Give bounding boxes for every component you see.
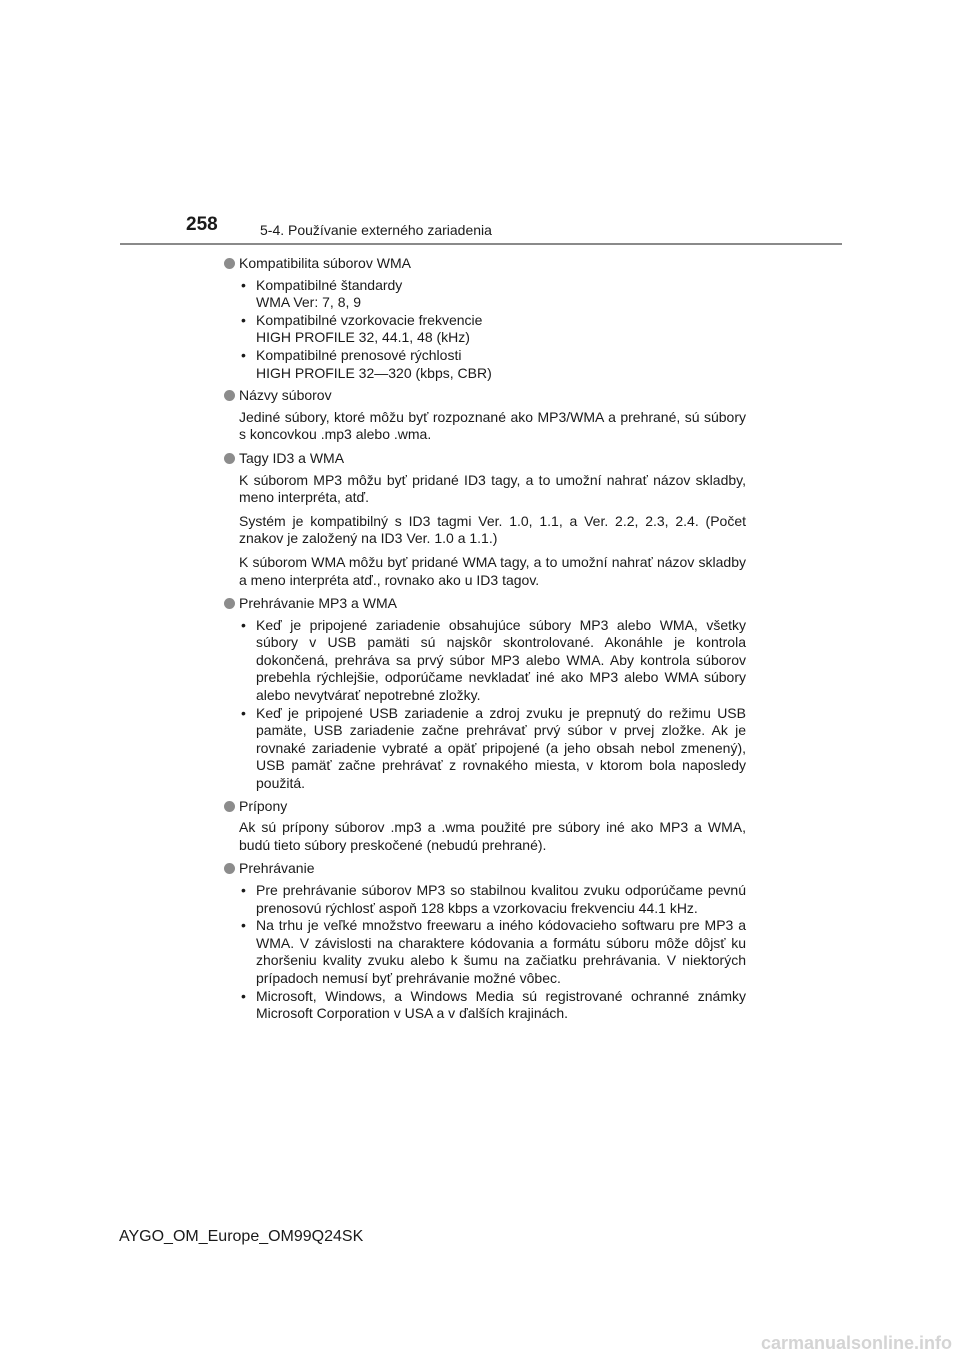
section-wma-compatibility bbox=[224, 255, 746, 382]
bullet-dot-icon bbox=[224, 598, 235, 609]
paragraph: K súborom WMA môžu byť pridané WMA tagy, a to umožní nahrať názov skladby a meno interpréta atď., rovnako ako u ID3 tagov. bbox=[239, 553, 746, 588]
bullet-dot-icon bbox=[224, 390, 235, 401]
list-item: • Na trhu je veľké množstvo freewaru a iného kódovacieho softwaru pre MP3 a WMA. V závislosti na charaktere kódovania a formátu súboru môže dôjsť ku zhoršeniu kvality zvuku alebo k šumu na začiatku prehrávania. V niektorých prípadoch nemusí byť prehrávanie možné vôbec. bbox=[241, 917, 746, 986]
section-file-names bbox=[224, 387, 746, 444]
paragraph: Jediné súbory, ktoré môžu byť rozpoznané ako MP3/WMA a prehrané, sú súbory s koncovkou .mp3 alebo .wma. bbox=[239, 408, 746, 443]
bullet-list bbox=[224, 277, 746, 383]
bullet-icon: • bbox=[241, 276, 246, 293]
section-id3-wma-tags bbox=[224, 450, 746, 589]
section-playback bbox=[224, 860, 746, 1022]
section-title: Prehrávanie MP3 a WMA bbox=[224, 595, 746, 613]
section-mp3-wma-playback bbox=[224, 595, 746, 793]
bullet-icon: • bbox=[241, 346, 246, 363]
list-item: • Kompatibilné vzorkovacie frekvencie HIGH PROFILE 32, 44.1, 48 (kHz) bbox=[239, 312, 746, 347]
bullet-dot-icon bbox=[224, 863, 235, 874]
bullet-icon: • bbox=[241, 882, 246, 898]
watermark: carmanualsonline.info bbox=[760, 1333, 952, 1353]
bullet-list bbox=[224, 617, 746, 793]
section-extensions bbox=[224, 798, 746, 855]
bullet-list bbox=[224, 882, 746, 1023]
section-header: 5-4. Používanie externého zariadenia bbox=[260, 222, 492, 238]
section-title: Tagy ID3 a WMA bbox=[224, 450, 746, 468]
list-item-detail: HIGH PROFILE 32, 44.1, 48 (kHz) bbox=[256, 329, 470, 346]
bullet-dot-icon bbox=[224, 801, 235, 812]
list-item: • Kompatibilné prenosové rýchlosti HIGH PROFILE 32—320 (kbps, CBR) bbox=[239, 347, 746, 382]
header-divider bbox=[120, 243, 842, 245]
page-number: 258 bbox=[186, 214, 218, 235]
section-title: Kompatibilita súborov WMA bbox=[224, 255, 746, 273]
bullet-icon: • bbox=[241, 987, 246, 1004]
document-code: AYGO_OM_Europe_OM99Q24SK bbox=[119, 1228, 364, 1245]
section-title: Názvy súborov bbox=[224, 387, 746, 405]
bullet-dot-icon bbox=[224, 453, 235, 464]
paragraph: Ak sú prípony súborov .mp3 a .wma použité pre súbory iné ako MP3 a WMA, budú tieto súbory preskočené (nebudú prehrané). bbox=[239, 819, 746, 853]
list-item: • Kompatibilné štandardy WMA Ver: 7, 8, 9 bbox=[239, 277, 746, 312]
bullet-icon: • bbox=[241, 616, 246, 633]
paragraph: Systém je kompatibilný s ID3 tagmi Ver. 1.0, 1.1, a Ver. 2.2, 2.3, 2.4. (Počet znakov je založený na ID3 Ver. 1.0 a 1.1.) bbox=[239, 512, 746, 547]
page-content bbox=[224, 255, 746, 1028]
paragraph: K súborom MP3 môžu byť pridané ID3 tagy, a to umožní nahrať názov skladby, meno interpréta, atď. bbox=[239, 471, 746, 506]
bullet-icon: • bbox=[241, 917, 246, 934]
list-item-detail: HIGH PROFILE 32—320 (kbps, CBR) bbox=[256, 364, 492, 381]
section-title: Prípony bbox=[224, 798, 746, 816]
list-item: • Keď je pripojené USB zariadenie a zdroj zvuku je prepnutý do režimu USB pamäte, USB zariadenie začne prehrávať prvý súbor v prvej zložke. Ak je rovnaké zariadenie vybraté a opäť pripojené (a jeho obsah nebol zmenený), USB pamäť začne prehrávať z rovnakého miesta, v ktorom bola naposledy použitá. bbox=[241, 704, 746, 792]
section-title: Prehrávanie bbox=[224, 860, 746, 878]
list-item: • Microsoft, Windows, a Windows Media sú registrované ochranné známky Microsoft Corporation v USA a v ďalších krajinách. bbox=[241, 987, 746, 1022]
list-item-detail: WMA Ver: 7, 8, 9 bbox=[256, 294, 362, 311]
bullet-dot-icon bbox=[224, 258, 235, 269]
list-item: • Keď je pripojené zariadenie obsahujúce súbory MP3 alebo WMA, všetky súbory v USB pamäti sú najskôr skontrolované. Akonáhle je kontrola dokončená, prehráva sa prvý súbor MP3 alebo WMA. Aby kontrola súborov prebehla rýchlejšie, odporúčame nevkladať iné ako MP3 alebo WMA súbory alebo nevytvárať nepotrebné zložky. bbox=[241, 616, 746, 704]
list-item: • Pre prehrávanie súborov MP3 so stabilnou kvalitou zvuku odporúčame pevnú prenosovú rýchlosť aspoň 128 kbps a vzorkovaciu frekvenciu 44.1 kHz. bbox=[241, 882, 746, 916]
bullet-icon: • bbox=[241, 704, 246, 721]
bullet-icon: • bbox=[241, 311, 246, 328]
